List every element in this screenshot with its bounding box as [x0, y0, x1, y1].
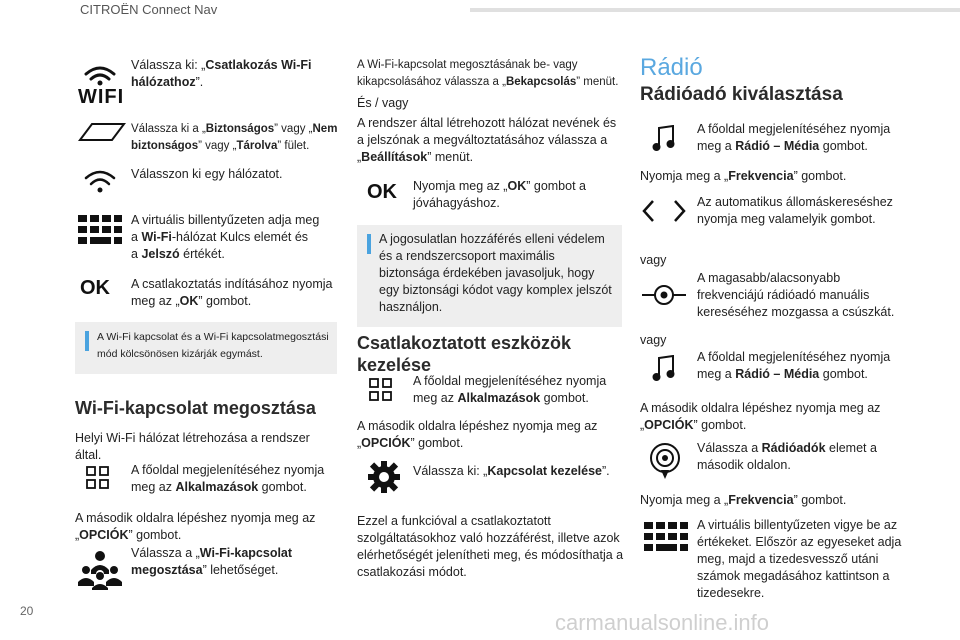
- info-note-text: A Wi-Fi kapcsolat és a Wi-Fi kapcsolatmegosztási mód kölcsönösen kizárják egymást.: [97, 331, 329, 360]
- or-text-2: vagy: [640, 333, 667, 347]
- ok-icon-confirm: OK: [367, 181, 397, 203]
- section-title-station-select: Rádióadó kiválasztása: [640, 84, 843, 105]
- step-connect-wifi: Válassza ki: „Csatlakozás Wi-Fi hálózathoz”.: [131, 58, 312, 89]
- settings-text: A rendszer által létrehozott hálózat nevének és a jelszónak a megváltoztatásához válassza a „Beállítások” menüt.: [357, 116, 617, 164]
- wifi-share-icon: [78, 548, 122, 590]
- music-note-icon: [652, 125, 676, 153]
- radio-station-icon: [648, 442, 682, 480]
- step-confirm: Nyomja meg az „OK” gombot a jóváhagyáshoz.: [413, 179, 586, 210]
- header-rule: [470, 8, 960, 12]
- info-marker: [85, 331, 89, 351]
- section-title-wifi-sharing: Wi-Fi-kapcsolat megosztása: [75, 398, 316, 418]
- step-auto-search: Az automatikus állomáskereséshez nyomja meg valamelyik gombot.: [697, 195, 893, 226]
- frequency-slider-icon: [642, 282, 686, 308]
- page-number: 20: [20, 604, 34, 618]
- step-select-sharing: Válassza a „Wi-Fi-kapcsolat megosztása” lehetőséget.: [131, 546, 293, 577]
- security-note: [357, 225, 622, 327]
- step-radio-media-2: A főoldal megjelenítéséhez nyomja meg a Rádió – Média gombot.: [697, 350, 891, 381]
- wifi-sharing-intro: Helyi Wi-Fi hálózat létrehozása a rendszer által.: [75, 431, 310, 462]
- step-enter-key: A virtuális billentyűzeten adja meg a Wi-Fi-hálózat Kulcs elemét és a Jelszó értékét.: [131, 213, 320, 261]
- press-frequency-1: Nyomja meg a „Frekvencia” gombot.: [640, 169, 847, 183]
- and-or-text: És / vagy: [357, 96, 409, 110]
- apps-icon: [86, 466, 110, 490]
- sharing-toggle-text: A Wi-Fi-kapcsolat megosztásának be- vagy kikapcsolásához válassza a „Bekapcsolás” menüt.: [357, 59, 619, 88]
- step-start-connection: A csatlakoztatás indításához nyomja meg az „OK” gombot.: [131, 277, 333, 308]
- or-text-1: vagy: [640, 253, 667, 267]
- step-devices-apps: A főoldal megjelenítéséhez nyomja meg az Alkalmazások gombot.: [413, 374, 607, 405]
- chapter-title: Rádió: [640, 54, 703, 81]
- step-manual-search: A magasabb/alacsonyabb frekvenciájú rádióadó manuális kereséséhez mozgassa a csúszkát.: [697, 271, 895, 319]
- press-frequency-2: Nyomja meg a „Frekvencia” gombot.: [640, 493, 847, 507]
- seek-arrows-icon: [641, 199, 687, 223]
- keyboard-icon: [78, 215, 122, 245]
- step-security-tab: Válassza ki a „Biztonságos” vagy „Nem biztonságos” vagy „Tárolva” fület.: [131, 123, 338, 152]
- music-note-icon: [652, 355, 676, 383]
- step-keyboard-frequency: A virtuális billentyűzeten vigye be az értékeket. Először az egyeseket adja meg, majd a tizedesvessző utáni számok megadásához kattintson a tizedesekre.: [697, 518, 902, 600]
- step-options-2: A második oldalra lépéshez nyomja meg az „OPCIÓK” gombot.: [640, 401, 881, 432]
- info-note: [75, 322, 337, 374]
- wifi-label: WIFI: [78, 86, 125, 108]
- section-title-connected-devices: Csatlakoztatott eszközök kezelése: [357, 333, 572, 375]
- step-open-apps: A főoldal megjelenítéséhez nyomja meg az Alkalmazások gombot.: [131, 463, 325, 494]
- header-title: CITROËN Connect Nav: [80, 2, 218, 17]
- ok-icon: OK: [80, 277, 110, 299]
- step-select-network: Válasszon ki egy hálózatot.: [131, 167, 283, 181]
- keyboard-icon: [644, 522, 688, 552]
- tab-icon: [78, 122, 126, 142]
- step-manage-connection: Válassza ki: „Kapcsolat kezelése”.: [413, 464, 610, 478]
- step-options: A második oldalra lépéshez nyomja meg az „OPCIÓK” gombot.: [75, 511, 316, 542]
- security-note-text: A jogosulatlan hozzáférés elleni védelem és a rendszercsoport maximális biztonsága érdekében javasoljuk, hogy egy biztonsági kódot vagy komplex jelszót használjon.: [379, 232, 612, 314]
- info-marker: [367, 234, 371, 254]
- step-devices-options: A második oldalra lépéshez nyomja meg az „OPCIÓK” gombot.: [357, 419, 598, 450]
- watermark: carmanualsonline.info: [555, 610, 770, 635]
- wifi-network-icon: [80, 168, 120, 198]
- step-radio-media: A főoldal megjelenítéséhez nyomja meg a Rádió – Média gombot.: [697, 122, 891, 153]
- step-radio-stations: Válassza a Rádióadók elemet a második oldalon.: [697, 441, 877, 472]
- devices-closing-text: Ezzel a funkcióval a csatlakoztatott szolgáltatásokhoz való hozzáférést, illetve azok elérhetőségét jelenítheti meg, és módosíthatja a csatlakozási módot.: [357, 514, 624, 579]
- gear-icon: [367, 460, 401, 494]
- page-header: [0, 0, 960, 18]
- apps-icon: [369, 378, 393, 402]
